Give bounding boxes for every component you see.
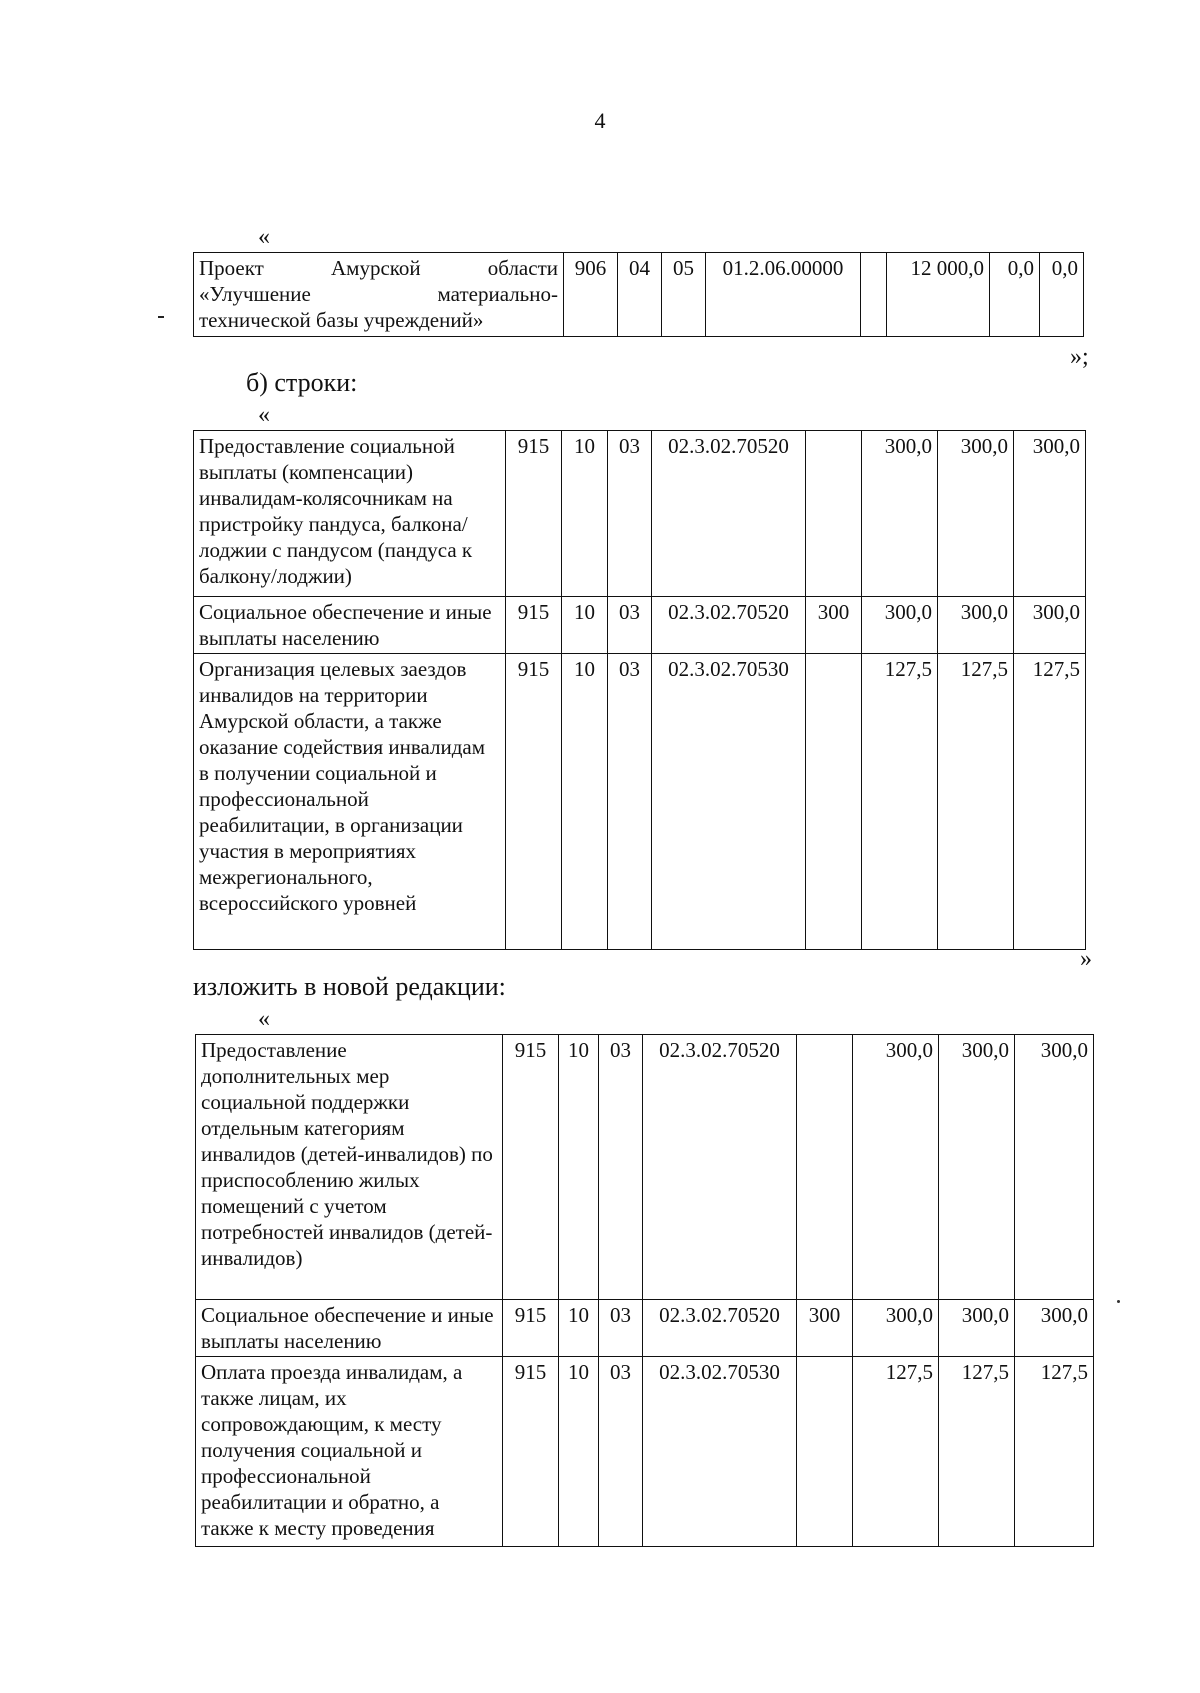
year1-cell: 300,0	[862, 431, 938, 597]
grbs-cell: 906	[564, 253, 618, 337]
pr-cell: 05	[662, 253, 706, 337]
year3-cell: 300,0	[1014, 597, 1086, 654]
rz-cell: 10	[562, 597, 608, 654]
table-row	[194, 654, 1086, 950]
grbs-cell: 915	[506, 597, 562, 654]
row-name: Предоставление социальной выплаты (компенсации) инвалидам-колясочникам на пристройку пандуса, балкона/лоджии с пандусом (пандуса к балкону/лоджии)	[194, 431, 506, 597]
scan-speck	[1117, 1300, 1120, 1303]
year1-cell: 300,0	[853, 1300, 939, 1357]
year2-cell: 0,0	[990, 253, 1040, 337]
vr-cell: 300	[797, 1300, 853, 1357]
table-row	[196, 1035, 1094, 1300]
csr-cell: 02.3.02.70520	[652, 597, 806, 654]
row-name-line: «Улучшение материально-	[199, 282, 558, 306]
year1-cell: 12 000,0	[887, 253, 990, 337]
grbs-cell: 915	[506, 431, 562, 597]
row-name-line: Проект Амурской области	[199, 256, 558, 280]
grbs-cell: 915	[506, 654, 562, 950]
year2-cell: 300,0	[938, 597, 1014, 654]
csr-cell: 01.2.06.00000	[706, 253, 861, 337]
pr-cell: 03	[599, 1357, 643, 1547]
rz-cell: 10	[559, 1300, 599, 1357]
grbs-cell: 915	[503, 1300, 559, 1357]
rz-cell: 10	[559, 1357, 599, 1547]
table-c	[195, 1034, 1094, 1547]
page-number: 4	[594, 108, 606, 133]
rz-cell: 10	[562, 654, 608, 950]
table-row	[194, 597, 1086, 654]
row-name: Предоставление дополнительных мер социальной поддержки отдельным категориям инвалидов (детей-инвалидов) по приспособлению жилых помещений с учетом потребностей инвалидов (детей-инвалидов)	[196, 1035, 503, 1300]
year1-cell: 127,5	[853, 1357, 939, 1547]
vr-cell	[861, 253, 887, 337]
pr-cell: 03	[608, 597, 652, 654]
scan-mark	[158, 316, 164, 318]
table-row	[196, 1357, 1094, 1547]
rz-cell: 10	[562, 431, 608, 597]
pr-cell: 03	[608, 654, 652, 950]
section-c-heading: изложить в новой редакции:	[193, 972, 506, 1001]
year1-cell: 127,5	[862, 654, 938, 950]
grbs-cell: 915	[503, 1035, 559, 1300]
year2-cell: 127,5	[938, 654, 1014, 950]
year3-cell: 300,0	[1014, 431, 1086, 597]
vr-cell	[797, 1357, 853, 1547]
year2-cell: 300,0	[939, 1300, 1015, 1357]
row-name: Оплата проезда инвалидам, а также лицам, их сопровождающим, к месту получения социальной и профессиональной реабилитации и обратно, а также к месту проведения	[196, 1357, 503, 1547]
vr-cell	[806, 654, 862, 950]
pr-cell: 03	[599, 1035, 643, 1300]
csr-cell: 02.3.02.70520	[643, 1300, 797, 1357]
year3-cell: 127,5	[1015, 1357, 1094, 1547]
year3-cell: 127,5	[1014, 654, 1086, 950]
csr-cell: 02.3.02.70520	[643, 1035, 797, 1300]
table-b	[193, 430, 1086, 950]
open-quote-a: «	[258, 224, 270, 250]
close-quote-b: »	[1080, 946, 1092, 972]
year1-cell: 300,0	[853, 1035, 939, 1300]
pr-cell: 03	[608, 431, 652, 597]
csr-cell: 02.3.02.70530	[643, 1357, 797, 1547]
vr-cell	[806, 431, 862, 597]
row-name-line: технической базы учреждений»	[199, 308, 484, 332]
year2-cell: 127,5	[939, 1357, 1015, 1547]
row-name: Социальное обеспечение и иные выплаты населению	[196, 1300, 503, 1357]
rz-cell: 10	[559, 1035, 599, 1300]
year3-cell: 300,0	[1015, 1300, 1094, 1357]
open-quote-c: «	[258, 1006, 270, 1032]
close-quote-a: »;	[1070, 344, 1089, 370]
table-row	[194, 431, 1086, 597]
csr-cell: 02.3.02.70520	[652, 431, 806, 597]
table-row	[196, 1300, 1094, 1357]
open-quote-b: «	[258, 402, 270, 428]
grbs-cell: 915	[503, 1357, 559, 1547]
table-row	[194, 253, 1084, 337]
year2-cell: 300,0	[938, 431, 1014, 597]
row-name	[194, 253, 564, 337]
vr-cell	[797, 1035, 853, 1300]
year3-cell: 0,0	[1040, 253, 1084, 337]
section-b-heading: б) строки:	[246, 368, 358, 397]
year3-cell: 300,0	[1015, 1035, 1094, 1300]
table-a	[193, 252, 1084, 337]
vr-cell: 300	[806, 597, 862, 654]
pr-cell: 03	[599, 1300, 643, 1357]
rz-cell: 04	[618, 253, 662, 337]
csr-cell: 02.3.02.70530	[652, 654, 806, 950]
row-name: Социальное обеспечение и иные выплаты населению	[194, 597, 506, 654]
year1-cell: 300,0	[862, 597, 938, 654]
row-name: Организация целевых заездов инвалидов на территории Амурской области, а также оказание содействия инвалидам в получении социальной и профессиональной реабилитации, в организации участия в мероприятиях межрегионального, всероссийского уровней	[194, 654, 506, 950]
year2-cell: 300,0	[939, 1035, 1015, 1300]
